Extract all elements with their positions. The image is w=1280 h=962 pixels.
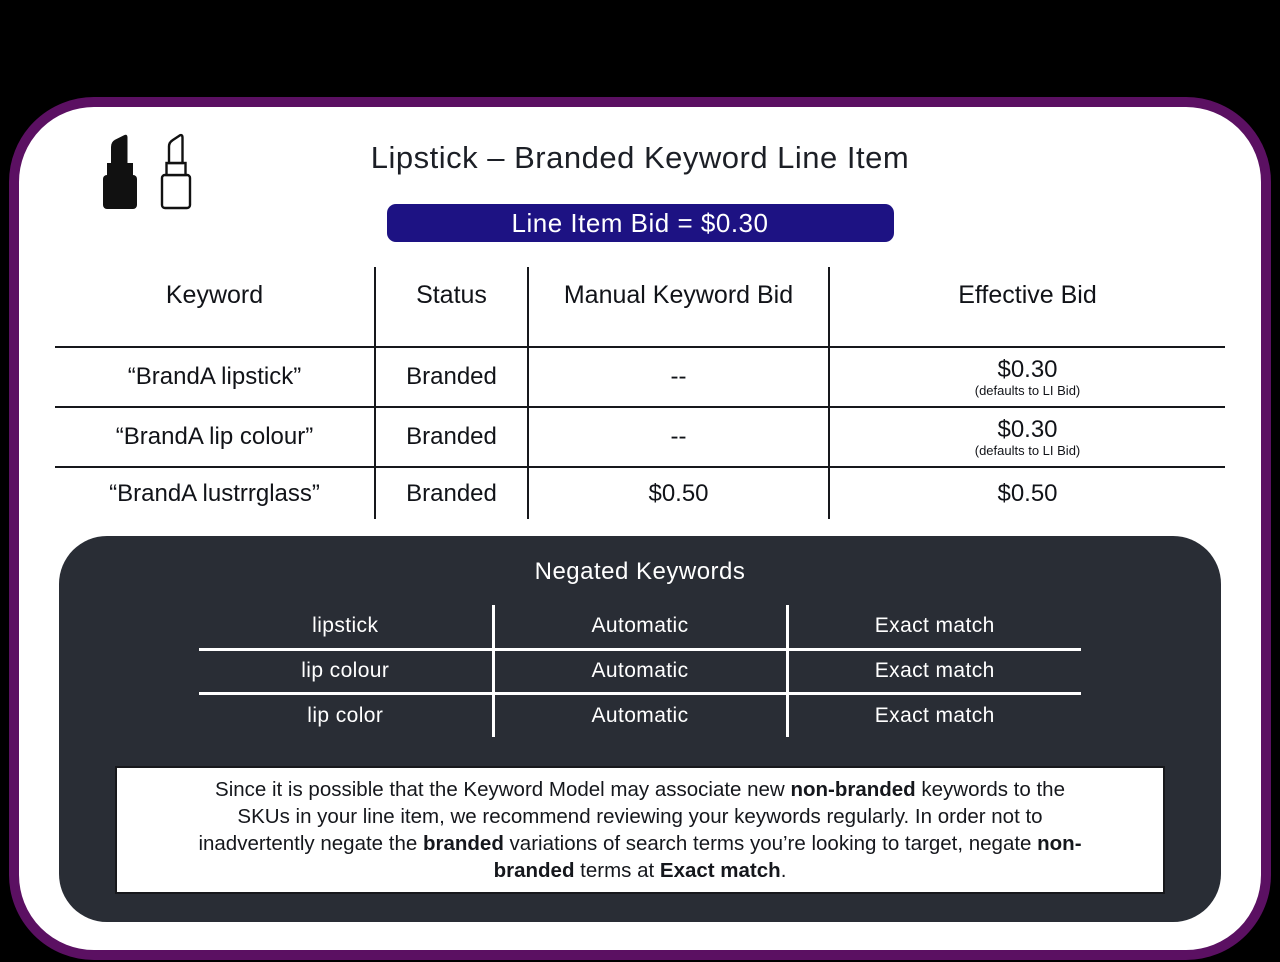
status-cell: Branded xyxy=(375,407,528,467)
slide-card xyxy=(9,97,1271,960)
status-cell: Branded xyxy=(375,467,528,519)
column-header-status: Status xyxy=(375,267,528,347)
negated-keyword-cell: lip color xyxy=(307,703,384,727)
negated-keyword-cell: lipstick xyxy=(199,605,493,649)
line-item-bid-badge: Line Item Bid = $0.30 xyxy=(387,204,894,242)
negated-keywords-title: Negated Keywords xyxy=(534,558,746,585)
column-header-effective-bid: Effective Bid xyxy=(829,267,1225,347)
table-row xyxy=(55,347,1225,407)
bid-table-header-row xyxy=(55,267,1225,347)
keyword-cell: “BrandA lip colour” xyxy=(55,407,375,467)
effective-bid-value: $0.30 xyxy=(997,415,1058,443)
negated-targeting-cell: Automatic xyxy=(493,649,787,693)
manual-bid-cell: -- xyxy=(528,407,829,467)
negated-row xyxy=(199,605,1081,649)
negated-keyword-cell: lip colour xyxy=(199,649,493,693)
negated-row xyxy=(199,649,1081,693)
negated-targeting-cell: Automatic xyxy=(493,605,787,649)
table-row xyxy=(55,407,1225,467)
negated-targeting-cell: Automatic xyxy=(493,693,787,737)
manual-bid-cell: -- xyxy=(528,347,829,407)
negated-match-type-cell: Exact match xyxy=(787,605,1081,649)
effective-bid-note: (defaults to LI Bid) xyxy=(974,442,1081,458)
effective-bid-cell xyxy=(829,347,1225,407)
lipstick-filled-icon xyxy=(97,133,145,211)
effective-bid-note: (defaults to LI Bid) xyxy=(974,382,1081,398)
effective-bid-cell xyxy=(829,467,1225,519)
note-box: Since it is possible that the Keyword Model may associate new non-branded keywords to the SKUs in your line item, we recommend reviewing your keywords regularly. In order not to inadvertently negate the branded variations of search terms you’re looking to target, negate non- branded terms at Exact match. xyxy=(115,766,1165,894)
table-row xyxy=(55,467,1225,519)
negated-keywords-table xyxy=(199,605,1081,737)
keyword-cell: “BrandA lustrrglass” xyxy=(55,467,375,519)
keyword-bid-table xyxy=(55,267,1225,519)
negated-row xyxy=(199,693,1081,737)
negated-match-type-cell: Exact match xyxy=(874,703,995,727)
keyword-cell: “BrandA lipstick” xyxy=(55,347,375,407)
column-header-manual-keyword-bid: Manual Keyword Bid xyxy=(528,267,829,347)
effective-bid-cell xyxy=(829,407,1225,467)
effective-bid-value: $0.30 xyxy=(997,355,1058,383)
status-cell: Branded xyxy=(375,347,528,407)
column-header-keyword: Keyword xyxy=(55,267,375,347)
manual-bid-cell: $0.50 xyxy=(528,467,829,519)
negated-match-type-cell: Exact match xyxy=(787,649,1081,693)
lipstick-outline-icon xyxy=(155,133,197,211)
effective-bid-value: $0.50 xyxy=(997,479,1058,507)
negated-keywords-panel xyxy=(59,536,1221,922)
page-title: Lipstick – Branded Keyword Line Item xyxy=(370,140,910,175)
lipstick-icons xyxy=(97,133,197,211)
